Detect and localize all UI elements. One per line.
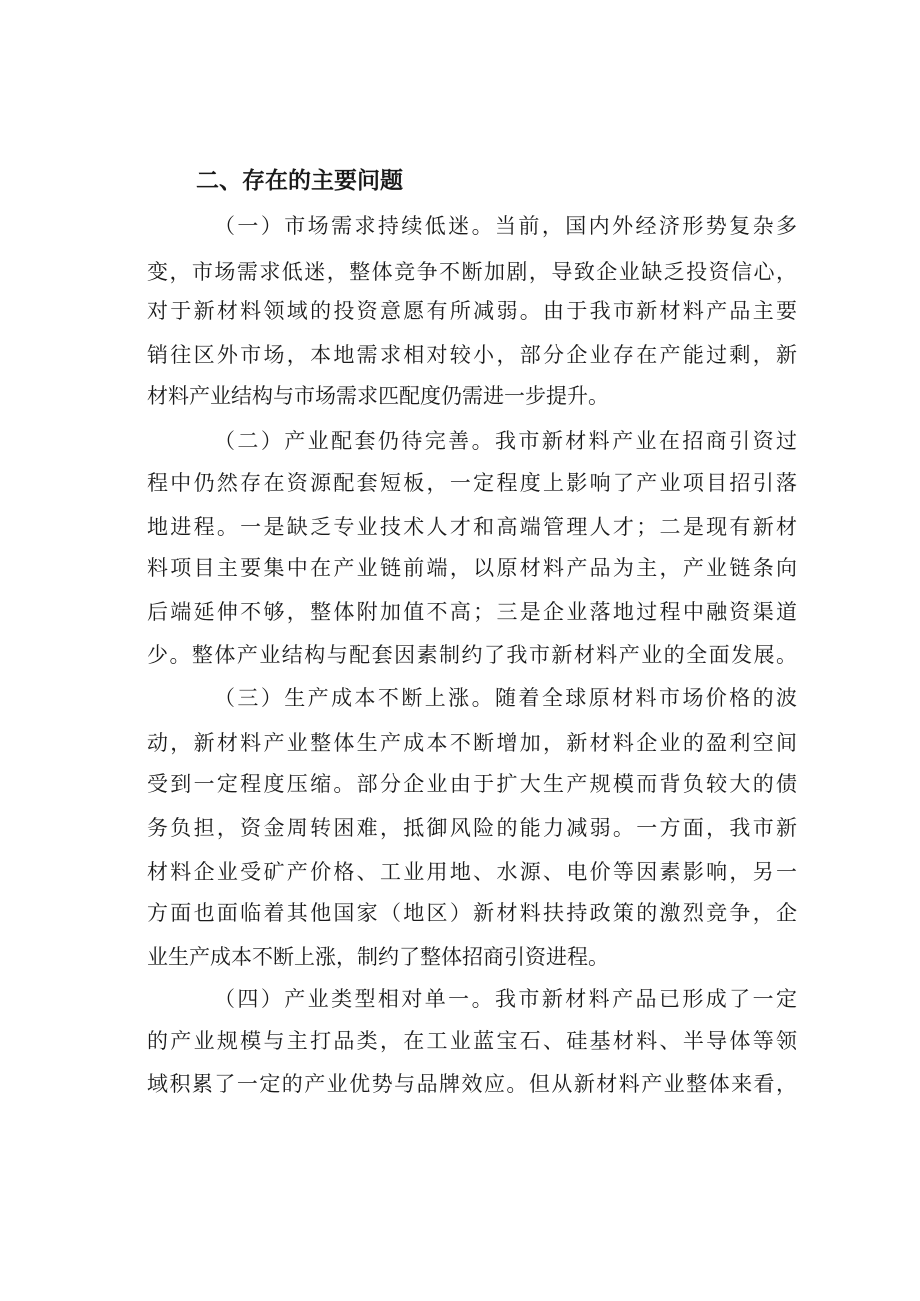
- paragraph-3-line-3: 受到一定程度压缩。部分企业由于扩大生产规模而背负较大的债: [147, 772, 797, 796]
- paragraph-2-line-5: 后端延伸不够，整体附加值不高；三是企业落地过程中融资渠道: [147, 600, 797, 624]
- paragraph-3-line-4: 务负担，资金周转困难，抵御风险的能力减弱。一方面，我市新: [147, 816, 797, 840]
- paragraph-3-line-6: 方面也面临着其他国家（地区）新材料扶持政策的激烈竞争，企: [147, 901, 797, 925]
- paragraph-1-line-2: 变，市场需求低迷，整体竞争不断加剧，导致企业缺乏投资信心，: [147, 260, 797, 284]
- paragraph-3-line-2: 动，新材料产业整体生产成本不断增加，新材料企业的盈利空间: [147, 731, 797, 755]
- paragraph-4-line-2: 的产业规模与主打品类，在工业蓝宝石、硅基材料、半导体等领: [147, 1029, 797, 1053]
- paragraph-4-line-3: 域积累了一定的产业优势与品牌效应。但从新材料产业整体来看，: [147, 1072, 797, 1096]
- section-heading: 二、存在的主要问题: [196, 168, 403, 194]
- paragraph-2-line-1: （二）产业配套仍待完善。我市新材料产业在招商引资过: [214, 429, 797, 453]
- paragraph-3-line-5: 材料企业受矿产价格、工业用地、水源、电价等因素影响，另一: [147, 860, 797, 884]
- paragraph-3-line-7: 业生产成本不断上涨，制约了整体招商引资进程。: [147, 945, 609, 969]
- paragraph-1-line-4: 销往区外市场，本地需求相对较小，部分企业存在产能过剩，新: [147, 343, 797, 367]
- paragraph-1-line-3: 对于新材料领域的投资意愿有所减弱。由于我市新材料产品主要: [147, 299, 797, 323]
- paragraph-4-line-1: （四）产业类型相对单一。我市新材料产品已形成了一定: [214, 987, 797, 1011]
- paragraph-2-line-3: 地进程。一是缺乏专业技术人才和高端管理人才；二是现有新材: [147, 515, 797, 539]
- paragraph-2-line-2: 程中仍然存在资源配套短板，一定程度上影响了产业项目招引落: [147, 471, 797, 495]
- paragraph-3-line-1: （三）生产成本不断上涨。随着全球原材料市场价格的波: [214, 686, 797, 710]
- paragraph-2-line-6: 少。整体产业结构与配套因素制约了我市新材料产业的全面发展。: [147, 643, 797, 667]
- paragraph-2-line-4: 料项目主要集中在产业链前端，以原材料产品为主，产业链条向: [147, 556, 797, 580]
- paragraph-1-line-1: （一）市场需求持续低迷。当前，国内外经济形势复杂多: [214, 214, 797, 238]
- paragraph-1-line-5: 材料产业结构与市场需求匹配度仍需进一步提升。: [147, 384, 609, 408]
